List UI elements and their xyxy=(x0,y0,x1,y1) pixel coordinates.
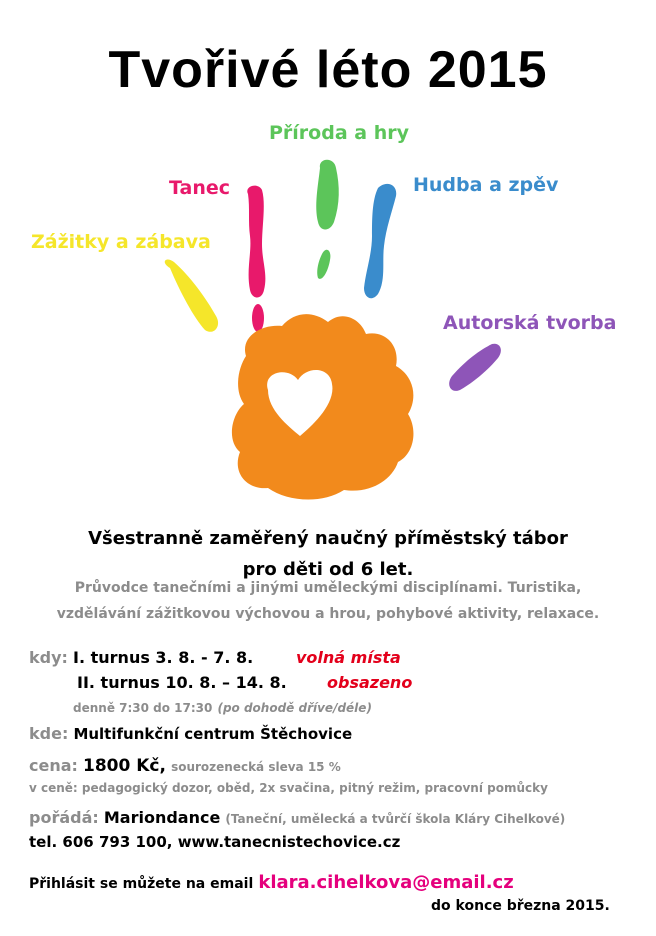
cena-discount: sourozenecká sleva 15 % xyxy=(171,760,341,774)
headline-line1: Všestranně zaměřený naučný příměstský tábor xyxy=(88,528,568,549)
cena-value: 1800 Kč, xyxy=(83,756,166,776)
turnus1-dates: I. turnus 3. 8. - 7. 8. xyxy=(73,648,254,667)
green-dot-shape xyxy=(317,250,330,279)
orange-palm-shape xyxy=(232,314,414,499)
blue-finger-shape xyxy=(364,184,396,298)
kdy-label: kdy: xyxy=(29,648,68,667)
turnus2-status: obsazeno xyxy=(327,673,413,692)
pink-dot-shape xyxy=(252,304,264,332)
poradatel-label: pořádá: xyxy=(29,808,99,827)
page-title: Tvořivé léto 2015 xyxy=(108,41,548,99)
yellow-finger-shape xyxy=(165,260,218,332)
registration-row xyxy=(29,872,514,893)
kdy-row1 xyxy=(29,648,253,667)
finger-label-autorska: Autorská tvorba xyxy=(443,312,617,334)
kde-row xyxy=(29,724,352,743)
poradatel-row xyxy=(29,808,565,827)
green-finger-shape xyxy=(316,160,338,230)
hours-prefix: denně 7:30 do 17:30 xyxy=(73,701,213,715)
cena-row xyxy=(29,756,341,776)
pink-finger-shape xyxy=(247,186,265,298)
turnus2-dates: II. turnus 10. 8. – 14. 8. xyxy=(77,673,287,692)
turnus1-status: volná místa xyxy=(296,648,401,667)
finger-label-priroda: Příroda a hry xyxy=(269,122,409,144)
finger-label-zazitky: Zážitky a zábava xyxy=(31,231,211,253)
registration-text: Přihlásit se můžete na email xyxy=(29,876,254,892)
cena-label: cena: xyxy=(29,756,78,775)
kde-value: Multifunkční centrum Štěchovice xyxy=(73,725,353,743)
poradatel-note: (Taneční, umělecká a tvůrčí škola Kláry Cihelkové) xyxy=(225,812,566,826)
finger-label-tanec: Tanec xyxy=(169,177,231,199)
purple-thumb-shape xyxy=(449,344,501,391)
description-line2: vzdělávání zážitkovou výchovou a hrou, pohybové aktivity, relaxace. xyxy=(56,606,600,622)
headline-line2: pro děti od 6 let. xyxy=(242,559,414,580)
kde-label: kde: xyxy=(29,724,69,743)
cena-includes: v ceně: pedagogický dozor, oběd, 2x svačina, pitný režim, pracovní pomůcky xyxy=(29,781,548,795)
contact-line: tel. 606 793 100, www.tanecnistechovice.cz xyxy=(29,833,401,851)
registration-deadline: do konce března 2015. xyxy=(431,898,610,914)
registration-email[interactable]: klara.cihelkova@email.cz xyxy=(258,872,514,893)
poradatel-value: Mariondance xyxy=(103,808,221,827)
hours-row xyxy=(73,697,372,716)
finger-label-hudba: Hudba a zpěv xyxy=(413,174,559,196)
description-line1: Průvodce tanečními a jinými uměleckými disciplínami. Turistika, xyxy=(74,580,582,596)
hours-note: (po dohodě dříve/déle) xyxy=(217,701,372,715)
